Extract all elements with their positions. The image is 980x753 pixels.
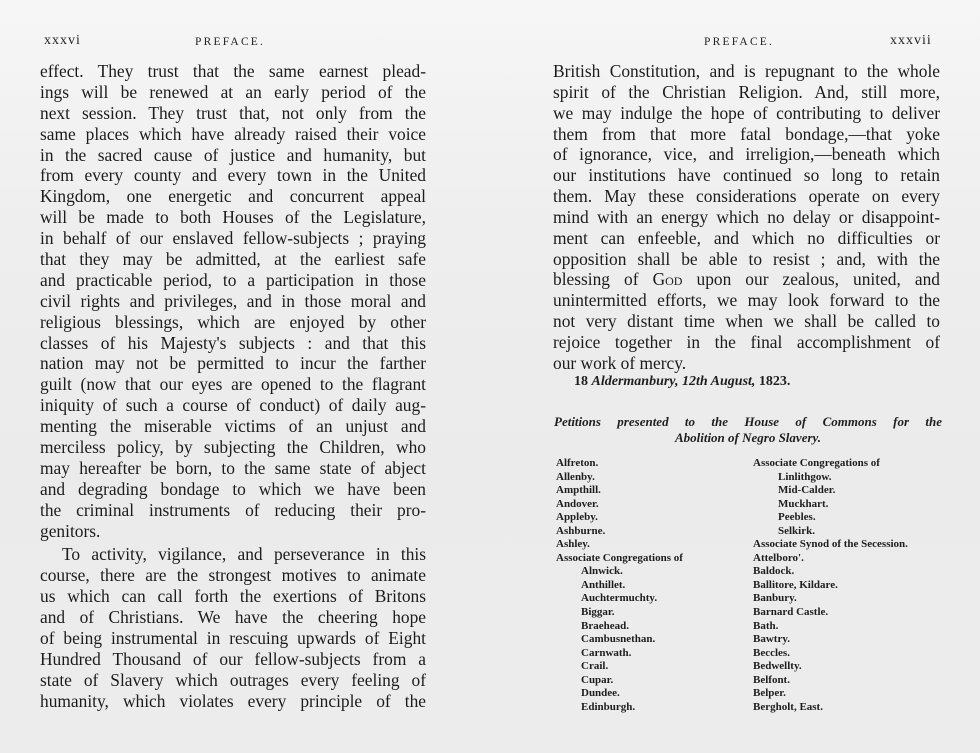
right-page [490,0,980,753]
text-line: guilt (now that our eyes are opened to the flagrant [40,374,426,395]
text-line: us which can call forth the exertions of Britons [40,586,426,607]
text-line: unintermitted efforts, we may look forward to the [553,290,940,311]
list-item: Banbury. [753,592,797,605]
list-item: Alfreton. [556,457,599,469]
text-line: Kingdom, one energetic and concurrent appeal [40,186,426,207]
text-line: will be made to both Houses of the Legislature, [40,207,426,228]
petitions-heading-line-1: Petitions presented to the House of Commons for the [554,414,942,429]
list-item: Associate Congregations of [753,457,880,469]
text-line: not very distant time when we shall be called to [553,311,940,332]
text-line: and degrading bondage to which we have been [40,478,426,499]
text-line: we may indulge the hope of contributing to deliver [553,102,940,123]
list-item: Andover. [556,497,599,510]
list-item: Ashburne. [556,524,606,537]
list-item: Biggar. [581,606,615,619]
list-item: Beccles. [753,646,790,659]
text-line: humanity, which violates every principle of the [40,690,426,711]
text-line: of ignorance, vice, and irreligion,—beneath which [553,144,940,165]
text-line: opposition shall be able to resist ; and, with the [553,248,940,269]
text-line: menting the miserable victims of an unjust and [40,416,426,437]
petitions-heading [554,414,942,446]
list-item: Appleby. [556,511,598,524]
text-line: our work of mercy. [553,352,687,373]
page-number-right: xxxvii [890,33,932,48]
petitions-heading-line-2: Abolition of Negro Slavery. [674,430,822,445]
list-item: Auchtermuchty. [581,592,658,605]
list-item: Linlithgow. [778,470,832,483]
list-item: Associate Synod of the Secession. [753,538,908,551]
list-item: Cupar. [581,673,614,686]
petitions-column-1 [556,457,683,714]
text-line: classes of his Majesty's subjects : and that this [40,332,426,353]
text-line: in the sacred cause of justice and humanity, but [40,144,426,165]
text-line: effect. They trust that the same earnest plead- [40,61,426,81]
list-item: Barnard Castle. [753,606,829,619]
list-item: Bedwellty. [753,660,802,673]
text-line: iniquity of such a course of conduct) of daily aug- [40,395,426,416]
list-item: Attelboro'. [753,551,804,564]
list-item: Ballitore, Kildare. [753,578,838,591]
paragraph-1 [40,61,426,541]
text-line: British Constitution, and is repugnant to the whole [553,61,940,81]
text-line: from every county and every town in the United [40,165,426,186]
list-item: Peebles. [778,511,816,524]
text-line: our institutions have continued so long to retain [553,165,940,186]
petitions-column-2 [753,457,908,714]
list-item: Mid-Calder. [778,484,836,497]
dateline [574,374,790,390]
text-line: genitors. [40,520,101,541]
list-item: Muckhart. [778,497,829,510]
text-line: Hundred Thousand of our fellow-subjects from a [40,648,426,669]
text-line: rejoice together in the final accomplishment of [553,331,940,352]
list-item: Associate Congregations of [556,551,683,564]
place: Aldermanbury, [591,374,679,389]
year: 1823. [758,374,791,389]
list-item: Crail. [581,660,609,673]
list-item: Braehead. [581,619,629,632]
running-head-left: PREFACE. [195,36,266,48]
list-item: Allenby. [556,470,595,483]
list-item: Baldock. [753,565,795,578]
list-item: Bergholt, East. [753,700,823,713]
text-line: in behalf of our enslaved fellow-subjects ; praying [40,228,426,249]
text-line: the criminal instruments of reducing their pro- [40,499,426,520]
list-item: Dundee. [581,687,620,700]
list-item: Alnwick. [581,565,623,578]
text-line: course, there are the strongest motives to animate [40,565,426,586]
text-line: and of Christians. We have the cheering hope [40,607,426,628]
text-line: same places which have already raised their voice [40,123,426,144]
text-line: may hereafter be born, to the same state of abject [40,457,426,478]
list-item: Bawtry. [753,633,790,646]
street-number: 18 [574,374,588,389]
text-line: state of Slavery which outrages every feeling of [40,669,426,690]
list-item: Anthillet. [581,578,626,591]
list-item: Belper. [753,687,786,700]
list-item: Carnwath. [581,646,632,659]
left-body-text [40,61,426,712]
text-line: next session. They trust that, not only from the [40,102,426,123]
text-line: merciless policy, by subjecting the Children, who [40,437,426,458]
list-item: Cambusnethan. [581,633,656,646]
page-number-left: xxxvi [44,33,81,48]
paragraph-2 [40,544,426,711]
god-smallcaps: God [652,269,683,290]
running-head-right: PREFACE. [704,36,775,48]
date: 12th August, [682,374,756,389]
text-line: mind with an energy which no delay or disappoint- [553,206,940,227]
list-item: Bath. [753,619,779,632]
text-fragment: upon our zealous, united, and [696,269,940,290]
list-item: Ashley. [556,538,590,551]
text-line: spirit of the Christian Religion. And, still more, [553,81,940,102]
text-line: that they may be admitted, at the earliest safe [40,249,426,270]
text-line: of being instrumental in rescuing upwards of Eight [40,628,426,649]
text-line: religious blessings, which are enjoyed by other [40,311,426,332]
text-fragment: blessing of [553,269,639,290]
text-line: civil rights and privileges, and in those moral and [40,290,426,311]
text-line: ment can enfeeble, and which no difficulties or [553,227,940,248]
text-line: To activity, vigilance, and perseverance in this [62,544,426,565]
list-item: Ampthill. [556,484,601,497]
list-item: Belfont. [753,673,790,686]
list-item: Edinburgh. [581,700,636,713]
right-body-text [553,61,940,374]
text-line: them. May these considerations operate on every [553,186,940,207]
text-line: nation may not be permitted to incur the farther [40,353,426,374]
list-item: Selkirk. [778,524,815,537]
text-line: and practicable period, to a participation in those [40,269,426,290]
text-line: ings will be renewed at an early period of the [40,81,426,102]
text-line-god [553,269,940,290]
text-line: them from that more fatal bondage,—that yoke [553,123,940,144]
